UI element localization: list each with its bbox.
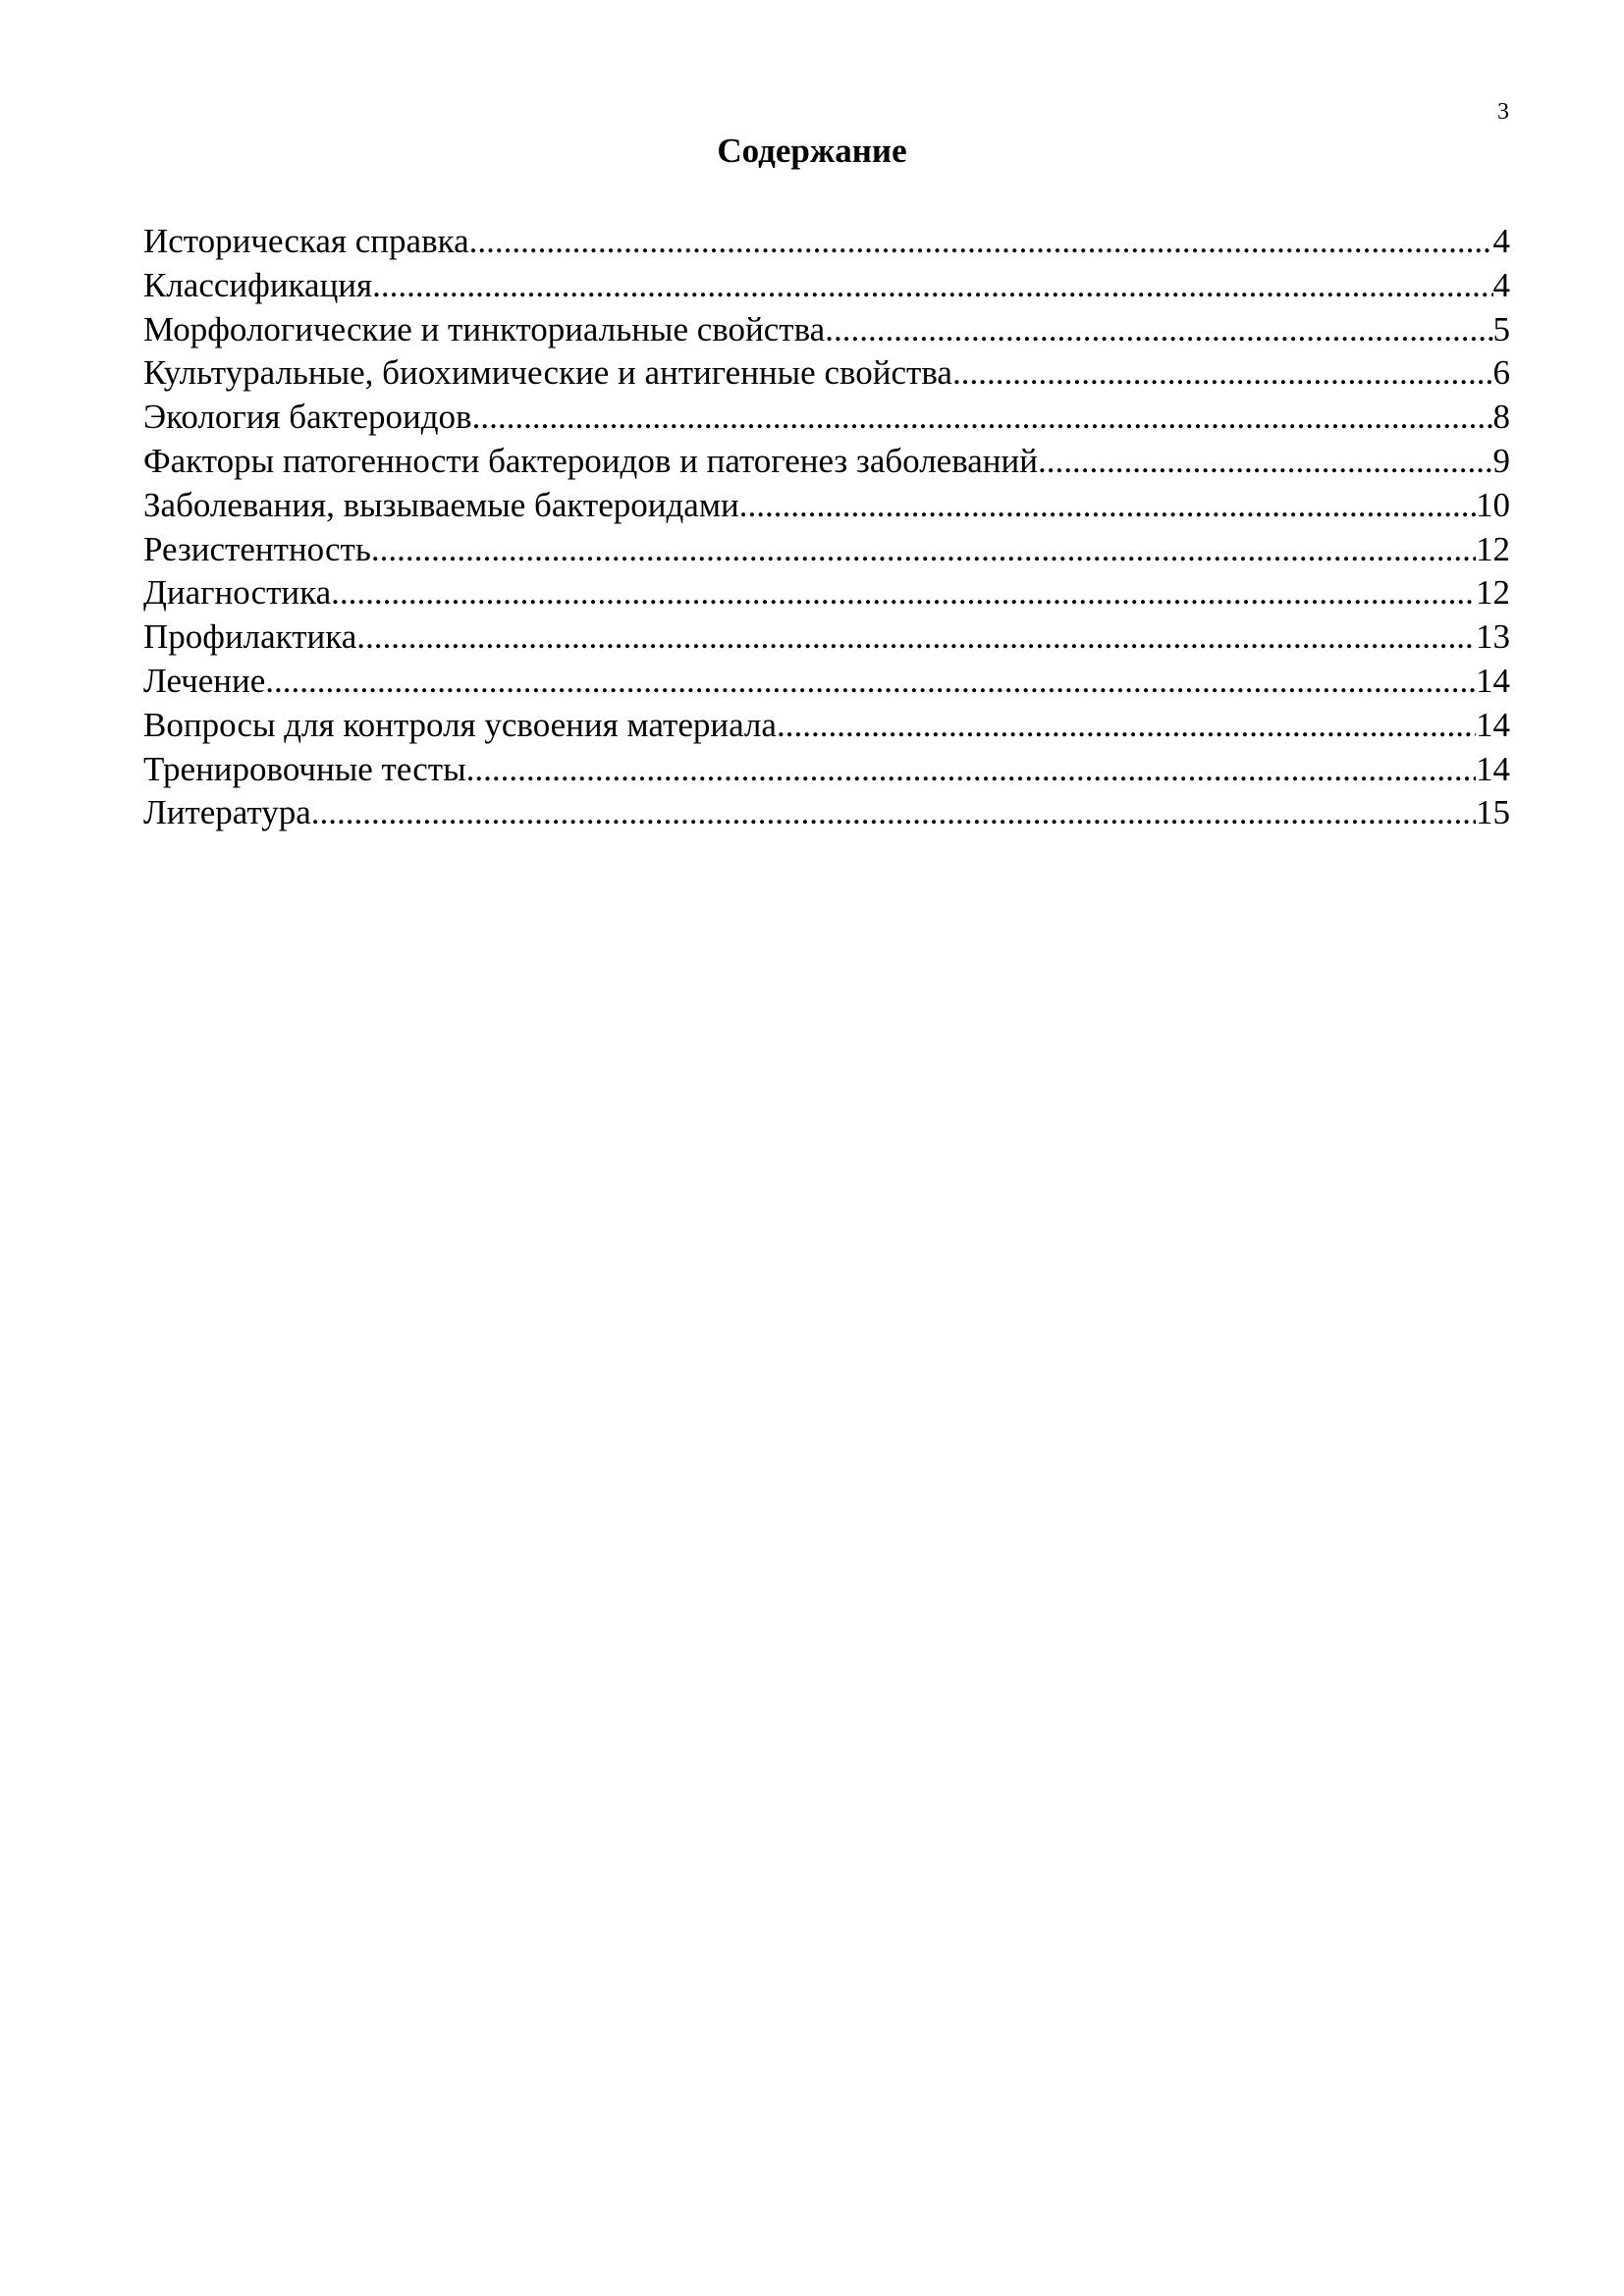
- toc-entry-label: Классификация: [143, 265, 373, 304]
- toc-dot-leader: [825, 308, 1492, 352]
- toc-entry-label: Диагностика: [143, 573, 332, 613]
- toc-dot-leader: [1038, 440, 1493, 484]
- toc-entry-label: Резистентность: [143, 529, 371, 568]
- toc-entry-page: 4: [1492, 222, 1510, 260]
- toc-dot-leader: [469, 220, 1493, 264]
- toc-entry-page: 8: [1492, 398, 1510, 437]
- toc-entry-page: 5: [1492, 309, 1510, 348]
- toc-entry-label: Вопросы для контроля усвоения материала: [143, 705, 777, 744]
- toc-entry[interactable]: [143, 704, 1510, 748]
- toc-dot-leader: [739, 484, 1476, 528]
- toc-entry-page: 6: [1492, 353, 1510, 393]
- toc-entry[interactable]: [143, 220, 1510, 264]
- toc-entry-page: 14: [1476, 661, 1510, 700]
- toc-entry-label: Литература: [143, 793, 311, 832]
- toc-dot-leader: [311, 791, 1476, 835]
- toc-entry[interactable]: [143, 308, 1510, 352]
- toc-entry[interactable]: [143, 660, 1510, 704]
- toc-entry[interactable]: [143, 484, 1510, 528]
- toc-entry-page: 15: [1476, 793, 1510, 832]
- toc-entry-page: 13: [1476, 617, 1510, 657]
- toc-entry-label: Экология бактероидов: [143, 398, 472, 437]
- toc-dot-leader: [331, 571, 1476, 615]
- toc-entry-label: Профилактика: [143, 617, 357, 657]
- toc-dot-leader: [952, 351, 1493, 396]
- toc-dot-leader: [372, 264, 1492, 308]
- toc-entry-label: Факторы патогенности бактероидов и патогенез заболеваний: [143, 441, 1038, 480]
- page-title: Содержание: [717, 132, 907, 170]
- toc-entry-page: 14: [1476, 749, 1510, 788]
- toc-entry-label: Лечение: [143, 661, 266, 700]
- toc-dot-leader: [472, 396, 1493, 440]
- toc-entry[interactable]: [143, 264, 1510, 308]
- toc-entry[interactable]: [143, 791, 1510, 835]
- toc-entry-page: 12: [1476, 529, 1510, 568]
- toc-dot-leader: [777, 704, 1476, 748]
- toc-entry-label: Историческая справка: [143, 222, 469, 260]
- table-of-contents: [143, 220, 1510, 835]
- toc-dot-leader: [265, 660, 1476, 704]
- toc-entry-page: 10: [1476, 485, 1510, 524]
- toc-entry[interactable]: [143, 615, 1510, 660]
- toc-entry[interactable]: [143, 571, 1510, 615]
- toc-entry[interactable]: [143, 351, 1510, 396]
- toc-entry-label: Культуральные, биохимические и антигенные свойства: [143, 353, 952, 393]
- toc-entry[interactable]: [143, 528, 1510, 572]
- toc-entry-label: Заболевания, вызываемые бактероидами: [143, 485, 739, 524]
- toc-entry-page: 4: [1492, 265, 1510, 304]
- toc-entry[interactable]: [143, 440, 1510, 484]
- toc-entry-label: Тренировочные тесты: [143, 749, 466, 788]
- toc-dot-leader: [356, 615, 1476, 660]
- toc-entry-page: 12: [1476, 573, 1510, 613]
- toc-dot-leader: [371, 528, 1476, 572]
- toc-entry[interactable]: [143, 748, 1510, 792]
- toc-entry[interactable]: [143, 396, 1510, 440]
- page-number: 3: [1497, 99, 1509, 125]
- toc-entry-page: 14: [1476, 705, 1510, 744]
- toc-entry-label: Морфологические и тинкториальные свойства: [143, 309, 826, 348]
- toc-entry-page: 9: [1492, 441, 1510, 480]
- toc-dot-leader: [466, 748, 1476, 792]
